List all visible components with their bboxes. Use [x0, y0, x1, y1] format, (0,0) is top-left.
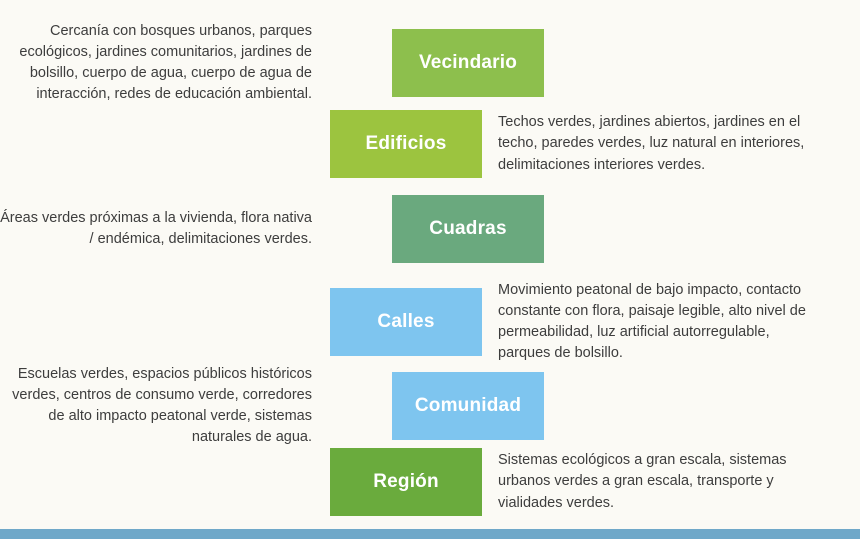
- row-label-text-cuadras: Cuadras: [429, 218, 507, 239]
- row-description-edificios: Techos verdes, jardines abiertos, jardines en el techo, paredes verdes, luz natural en interiores, delimitaciones interiores verdes.: [498, 114, 805, 173]
- row-label-box-cuadras[interactable]: [392, 195, 544, 263]
- diagram-row-region: [0, 448, 860, 516]
- diagram-row-edificios: [0, 110, 860, 178]
- row-description-comunidad: Escuelas verdes, espacios públicos históricos verdes, centros de consumo verde, corredores de alto impacto peatonal verde, sistemas naturales de agua.: [12, 366, 312, 446]
- row-label-text-comunidad: Comunidad: [414, 395, 522, 417]
- row-label-box-vecindario[interactable]: [392, 29, 544, 97]
- row-label-box-region[interactable]: [330, 448, 482, 516]
- row-description-vecindario: Cercanía con bosques urbanos, parques ecológicos, jardines comunitarios, jardines de bolsillo, cuerpo de agua, cuerpo de agua de interacción, redes de educación ambiental.: [19, 23, 312, 103]
- diagram-row-comunidad: [0, 364, 860, 448]
- row-description-region: Sistemas ecológicos a gran escala, sistemas urbanos verdes a gran escala, transporte y vialidades verdes.: [498, 452, 787, 511]
- bottom-accent-bar: [0, 529, 860, 539]
- row-label-text-vecindario: Vecindario: [418, 52, 518, 74]
- row-label-text-region: Región: [373, 471, 439, 492]
- row-label-box-edificios[interactable]: [330, 110, 482, 178]
- row-label-text-calles: Calles: [377, 311, 435, 333]
- row-description-calles: Movimiento peatonal de bajo impacto, contacto constante con flora, paisaje legible, alto nivel de permeabilidad, luz artificial autorregulable, parques de bolsillo.: [498, 282, 806, 362]
- diagram-row-cuadras: [0, 195, 860, 263]
- row-label-text-edificios: Edificios: [365, 133, 447, 154]
- diagram-row-calles: [0, 280, 860, 364]
- row-description-cuadras: Áreas verdes próximas a la vivienda, flora nativa / endémica, delimitaciones verdes.: [0, 209, 312, 247]
- diagram-row-vecindario: [0, 21, 860, 105]
- row-label-box-calles[interactable]: [330, 288, 482, 356]
- row-label-box-comunidad[interactable]: [392, 372, 544, 440]
